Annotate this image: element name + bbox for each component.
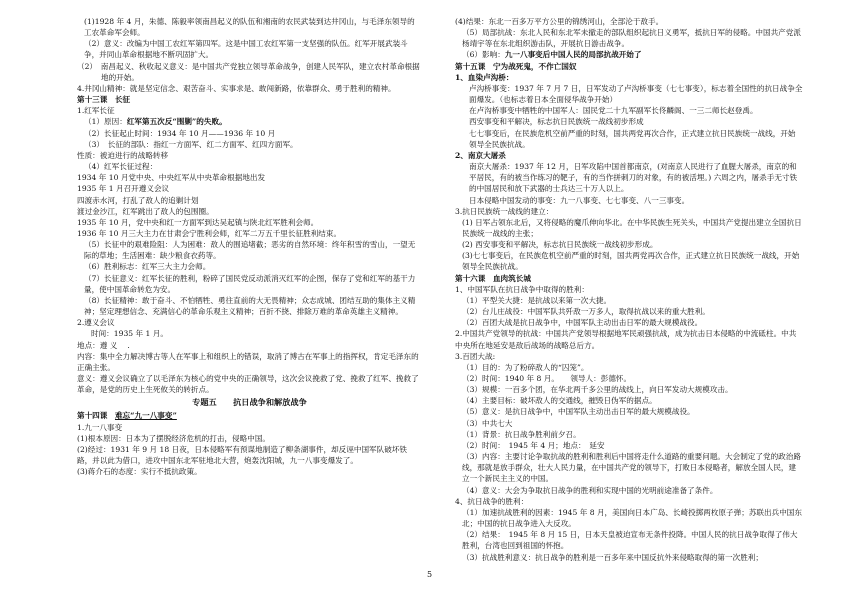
left-paragraph: 1934 年 10 月党中央、中央红军从中央革命根据地出发	[77, 173, 266, 183]
left-paragraph: 第十三课 长征	[77, 95, 131, 105]
left-paragraph: （2）长征起止时间：1934 年 10 月——1936 年 10 月	[84, 128, 276, 138]
right-paragraph: (3)七七事变后，在民族危机空前严重的时刻，国共两党再次合作，正式建立抗日民族统一战线，开始领导全民族抗战。	[462, 251, 800, 272]
right-paragraph: （2）时间：1940 年 8 月。 领导人：彭德怀。	[462, 374, 632, 383]
right-paragraph: (4)结果：东北一百多万平方公里的锦绣河山，全部沦于敌手。	[455, 17, 664, 26]
left-paragraph: （2） 南昌起义、秋收起义意义：是中国共产党独立领导革命战争，创建人民军队，建立农村革命根据地的开始。	[77, 61, 420, 82]
right-paragraph: （3）抗战胜利意义：抗日战争的胜利是一百多年来中国反抗外来侵略取得的第一次胜利；	[462, 552, 763, 562]
left-paragraph: (2)经过：1931 年 9 月 18 日夜，日本侵略军有预谋地制造了柳条湖事件，却反诬中国军队破坏铁路，并以此为借口，进攻中国东北军驻地北大营，炮轰沈阳城，九一八事变爆发了。	[77, 444, 408, 466]
left-paragraph: 四渡赤水河，打乱了敌人的追剿计划	[77, 195, 199, 205]
right-paragraph: （5）局部抗战：东北人民和东北军未撤走的部队组织起抗日义勇军，抵抗日军的侵略。中国共产党派杨靖宇等在东北组织游击队，开展抗日游击战争。	[462, 28, 801, 49]
left-paragraph: 1.九一八事变	[77, 422, 123, 432]
right-paragraph: 1、中国军队在抗日战争中取得的胜利：	[455, 284, 589, 294]
right-paragraph: （2）时间： 1945 年 4 月；地点： 延安	[462, 440, 605, 450]
right-paragraph: （3）规模：一百多个团，在华北两千多公里的战线上，向日军发动大规模攻击。	[462, 385, 733, 395]
right-paragraph: （5）意义：是抗日战争中，中国军队主动出击日军的最大规模战役。	[462, 407, 695, 417]
left-paragraph: （7）长征意义：红军长征的胜利，粉碎了国民党反动派消灭红军的企图，保存了党和红军的基干力量，使中国革命转危为安。	[84, 273, 416, 294]
left-paragraph: （4）红军长征过程：	[84, 162, 158, 172]
left-paragraph: （1）原因：红军第五次反“围剿”的失败。	[84, 117, 227, 127]
right-paragraph: （1）平型关大捷：是抗战以来第一次大捷。	[462, 295, 612, 305]
left-paragraph: 第十四课 难忘“九一八事变”	[77, 411, 177, 421]
left-paragraph: （5）长征中的艰难险阻：人为困难：敌人的围追堵截；恶劣的自然环境：终年积雪的雪山，一望无际的草地；生活困难：缺少粮食衣药等。	[84, 240, 416, 261]
left-paragraph: （6）胜利标志：红军三大主力会师。	[84, 262, 211, 272]
right-paragraph: 第十六课 血肉筑长城	[455, 273, 531, 283]
right-paragraph: （3）中共七大	[462, 418, 513, 428]
right-paragraph: 2.中国共产党领导的抗战：中国共产党领导根据地军民顽强抗战，成为抗击日本侵略的中流砥柱。中共中央所在地延安是敌后战场的战略总后方。	[455, 329, 797, 350]
right-paragraph: 南京大屠杀：1937 年 12 月，日军攻陷中国首都南京，(对南京人民进行了血腥大屠杀，南京的和平居民，有的被当作练习的靶子，有的当作拼刺刀的对象，有的被活埋。) 六周之内，屠杀手无寸铁的中国居民和放下武器的士兵达三十万人以上。	[469, 162, 798, 194]
left-paragraph: （8）长征精神：敢于奋斗、不怕牺牲、勇往直前的大无畏精神；众志成城、团结互助的集体主义精神；坚定理想信念、充满信心的革命乐观主义精神；百折不挠、排除万难的革命英雄主义精神。	[84, 295, 416, 317]
left-paragraph: 1935 年 10 月，党中央和红一方面军到达吴起镇与陕北红军胜利会师。	[77, 217, 319, 227]
right-paragraph: 2、南京大屠杀	[455, 150, 506, 160]
right-paragraph: 3.百团大战:	[455, 351, 496, 361]
left-paragraph: 2.遵义会议	[77, 318, 115, 328]
right-paragraph: 卢沟桥事变：1937 年 7 月 7 日，日军发动了卢沟桥事变（七七事变），标志着全国性的抗日战争全面爆发。（也标志着日本全面侵华战争开始）	[469, 83, 803, 105]
left-column	[77, 16, 422, 477]
right-paragraph: 第十五课 宁为战死鬼，不作亡国奴	[455, 61, 577, 71]
right-paragraph: 日本侵略中国发动的事变：九一八事变、七七事变、八一三事变。	[469, 195, 690, 205]
right-paragraph: （6）影响：九一八事变后中国人民的局部抗战开始了	[462, 50, 642, 60]
right-paragraph: 4、抗日战争的胜利：	[455, 496, 529, 506]
right-paragraph: 西安事变和平解决，标志抗日民族统一战线初步形成	[469, 117, 644, 127]
left-paragraph: 1936 年 10 月三大主力在甘肃会宁胜利会师，红军二万五千里长征胜利结束。	[77, 228, 342, 238]
right-paragraph: 在卢沟桥事变中牺牲的中国军人：国民党二十九军副军长佟麟阁、一三二师长赵登禹。	[469, 106, 758, 116]
left-paragraph: 1935 年 1 月召开遵义会议	[77, 184, 170, 194]
right-paragraph: （2）百团大战是抗日战争中，中国军队主动出击日军的最大规模战役。	[462, 318, 703, 328]
right-paragraph: 1、血染卢沟桥：	[455, 72, 514, 82]
right-paragraph: （4）意义：大会为争取抗日战争的胜利和实现中国的光明前途准备了条件。	[462, 485, 718, 495]
right-paragraph: (1) 日军占领东北后，又将侵略的魔爪伸向华北。在中华民族生死关头，中国共产党提出建立全国抗日民族统一战线的主张；	[462, 217, 802, 238]
left-paragraph: 专题五 抗日战争和解放战争	[192, 397, 307, 408]
right-paragraph: 3.抗日民族统一战线的建立：	[455, 206, 554, 216]
right-paragraph: 七七事变后，在民族危机空前严重的时刻，国共两党再次合作，正式建立抗日民族统一战线，开始领导全民族抗战。	[469, 128, 796, 149]
left-paragraph: 地点：遵 义 .	[77, 340, 130, 350]
left-paragraph: (1)1928 年 4 月，朱德、陈毅率领南昌起义的队伍和湘南的农民武装到达井冈山，与毛泽东领导的工农革命军会师。	[84, 17, 415, 38]
left-paragraph: (1)根本原因：日本为了摆脱经济危机的打击，侵略中国。	[77, 433, 271, 443]
left-paragraph: 4.井冈山精神：就是坚定信念、艰苦奋斗、实事求是、敢闯新路，依靠群众、勇于胜利的精神。	[77, 83, 396, 93]
left-paragraph: 渡过金沙江，红军跳出了敌人的包围圈。	[77, 206, 214, 216]
page-number: 5	[427, 570, 433, 579]
right-paragraph: （1）背景：抗日战争胜利前夕召。	[462, 429, 581, 439]
right-paragraph: (2) 西安事变和平解决，标志抗日民族统一战线初步形成。	[462, 240, 658, 250]
right-paragraph: （2）结果： 1945 年 8 月 15 日，日本天皇被迫宣布无条件投降。中国人民的抗日战争取得了伟大胜利，台湾也回到祖国的怀抱。	[462, 530, 798, 551]
left-paragraph: （3） 长征的部队：指红一方面军、红二方面军、红四方面军。	[84, 139, 298, 149]
left-paragraph: 意义：遵义会议确立了以毛泽东为核心的党中央的正确领导，这次会议挽救了党、挽救了红军、挽救了革命，是党的历史上生死攸关的转折点。	[77, 374, 419, 395]
left-paragraph: 1.红军长征	[77, 106, 115, 116]
right-paragraph: （1）加速抗战胜利的因素：1945 年 8 月，美国向日本广岛、长崎投掷两枚原子弹；苏联出兵中国东北；中国的抗日战争进入大反攻。	[462, 507, 802, 529]
right-paragraph: （1）目的：为了粉碎敌人的“囚笼”。	[462, 362, 589, 372]
left-paragraph: （2）意义：改编为中国工农红军第四军。这是中国工农红军第一支坚强的队伍。红军开展武装斗争，并同山革命根据地不断巩固扩大。	[84, 39, 408, 60]
left-paragraph: 时间：1935 年 1 月。	[91, 329, 168, 339]
right-paragraph: （2）台儿庄战役：中国军队共歼敌一万多人，取得抗战以来的重大胜利。	[462, 307, 710, 317]
left-paragraph: 性质：被迫进行的战略转移	[77, 150, 169, 160]
left-paragraph: (3)蒋介石的态度：实行不抵抗政策。	[77, 467, 202, 477]
right-paragraph: （4）主要目标：破坏敌人的交通线，摧毁日伪军的据点。	[462, 396, 657, 406]
right-paragraph: （3）内容：主要讨论争取抗战的胜利和胜利后中国将走什么道路的重要问题。大会制定了党的政治路线，那就是放手群众，壮大人民力量，在中国共产党的领导下，打败日本侵略者，解放全国人民，建立一个新民主主义的中国。	[462, 452, 801, 484]
left-paragraph: 内容：集中全力解决博古等人在军事上和组织上的错误，取消了博古在军事上的指挥权，肯定毛泽东的正确主张。	[77, 351, 419, 372]
right-column	[455, 16, 803, 563]
